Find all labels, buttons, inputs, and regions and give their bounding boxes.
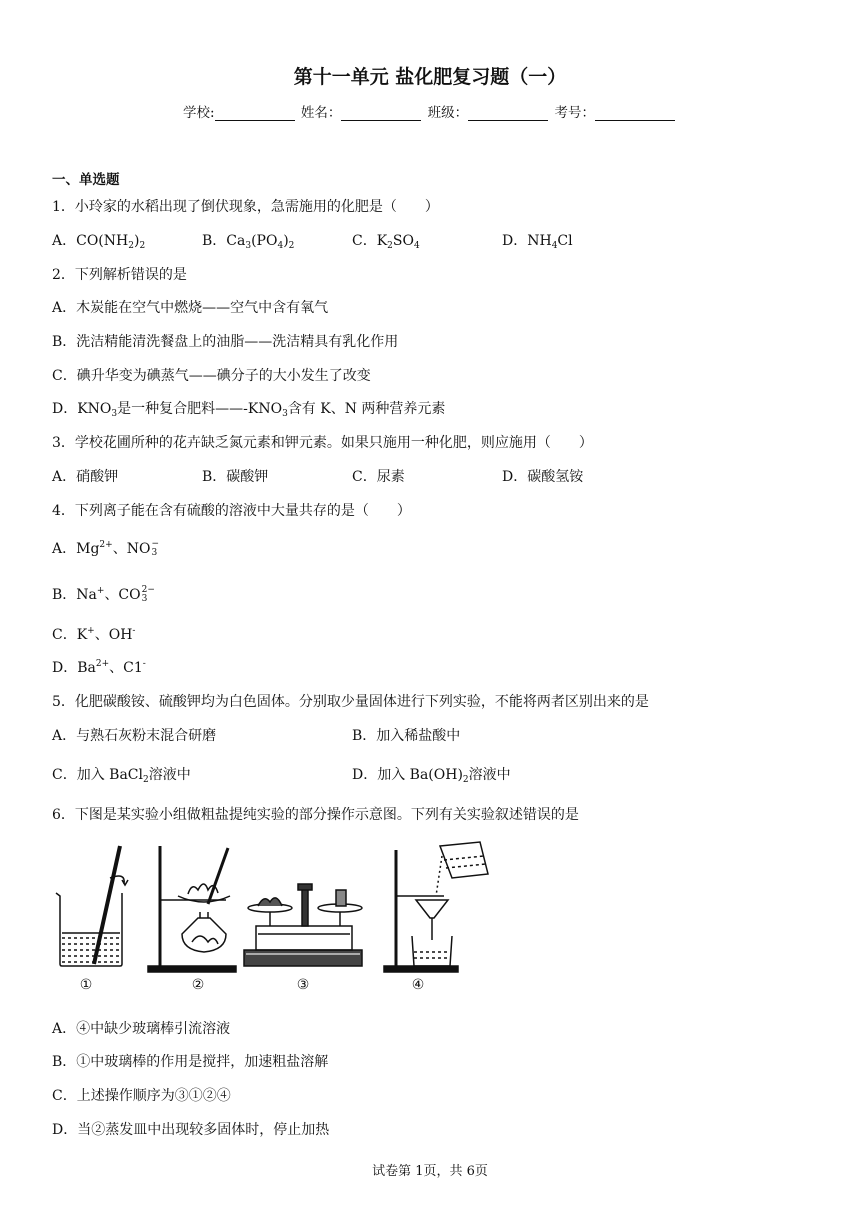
q6-option-c: C．上述操作顺序为③①②④ bbox=[52, 1088, 231, 1104]
q6-option-b: B．①中玻璃棒的作用是搅拌，加速粗盐溶解 bbox=[52, 1054, 329, 1070]
q4-option-a: A．$Mg^{2+}$、NO − 3 bbox=[52, 539, 159, 558]
school-blank bbox=[215, 106, 295, 121]
section-heading: 一、单选题 bbox=[52, 172, 120, 188]
q5-stem: 5．化肥碳酸铵、硫酸钾均为白色固体。分别取少量固体进行下列实验，不能将两者区别出来的是 bbox=[52, 694, 649, 710]
q2-stem: 2．下列解析错误的是 bbox=[52, 267, 187, 283]
q1-option-d: D．$NH_4Cl$ bbox=[502, 233, 573, 251]
q1-option-b: B．$Ca_3(PO_4)_2$ bbox=[202, 233, 295, 251]
q5-option-a: A．与熟石灰粉末混合研磨 bbox=[52, 728, 217, 744]
evaporation-stand-illustration bbox=[148, 846, 236, 972]
experiment-figure bbox=[48, 838, 508, 998]
q3-option-d: D．碳酸氢铵 bbox=[502, 469, 584, 485]
figure-label-4: ④ bbox=[411, 977, 425, 993]
name-label: 姓名： bbox=[300, 105, 342, 121]
figure-label-2: ② bbox=[191, 977, 205, 993]
q6-stem: 6．下图是某实验小组做粗盐提纯实验的部分操作示意图。下列有关实验叙述错误的是 bbox=[52, 807, 579, 823]
q4-stem: 4．下列离子能在含有硫酸的溶液中大量共存的是（ ） bbox=[52, 503, 411, 519]
q1-option-c: C．$K_2SO_4$ bbox=[352, 233, 420, 251]
q4-option-c: C．K+、OH- bbox=[52, 626, 136, 643]
figure-label-1: ① bbox=[79, 977, 93, 993]
q1-option-a: A．$CO(NH_2)_2$ bbox=[52, 233, 146, 251]
filtration-illustration bbox=[384, 842, 488, 972]
class-blank bbox=[468, 106, 548, 121]
q4-option-d: D．$Ba^{2+}$、C1- bbox=[52, 659, 146, 676]
q6-option-d: D．当②蒸发皿中出现较多固体时，停止加热 bbox=[52, 1122, 330, 1138]
q5-option-b: B．加入稀盐酸中 bbox=[352, 728, 461, 744]
q5-option-c: C．加入 BaCl$_2$溶液中 bbox=[52, 767, 191, 785]
q6-option-a: A．④中缺少玻璃棒引流溶液 bbox=[52, 1021, 231, 1037]
q2-option-a: A．木炭能在空气中燃烧——空气中含有氧气 bbox=[52, 300, 329, 316]
q4-option-b: B．Na+、CO 2− 3 bbox=[52, 585, 155, 604]
q3-option-a: A．硝酸钾 bbox=[52, 469, 119, 485]
balance-scale-illustration bbox=[244, 884, 362, 966]
page-title: 第十一单元 盐化肥复习题（一） bbox=[293, 66, 567, 88]
figure-label-3: ③ bbox=[296, 977, 310, 993]
dissolving-beaker-illustration bbox=[56, 846, 128, 966]
student-info-line bbox=[0, 101, 860, 121]
q3-stem: 3．学校花圃所种的花卉缺乏氮元素和钾元素。如果只施用一种化肥，则应施用（ ） bbox=[52, 435, 593, 451]
class-label: 班级： bbox=[427, 105, 469, 121]
exam-no-blank bbox=[595, 106, 675, 121]
q5-option-d: D．加入 $Ba(OH)_2$溶液中 bbox=[352, 767, 511, 785]
page-footer: 试卷第 1页，共 6页 bbox=[372, 1164, 488, 1179]
q2-option-b: B．洗洁精能清洗餐盘上的油脂——洗洁精具有乳化作用 bbox=[52, 334, 399, 350]
q1-stem: 1．小玲家的水稻出现了倒伏现象，急需施用的化肥是（ ） bbox=[52, 199, 439, 215]
q2-option-c: C．碘升华变为碘蒸气——碘分子的大小发生了改变 bbox=[52, 368, 371, 384]
q2-option-d: D．$KNO_3$是一种复合肥料$——-KNO_3$含有 K、N 两种营养元素 bbox=[52, 401, 446, 419]
q3-option-b: B．碳酸钾 bbox=[202, 469, 269, 485]
name-blank bbox=[341, 106, 421, 121]
exam-no-label: 考号： bbox=[554, 105, 595, 121]
school-label: 学校: bbox=[183, 105, 215, 121]
q3-option-c: C．尿素 bbox=[352, 469, 405, 485]
